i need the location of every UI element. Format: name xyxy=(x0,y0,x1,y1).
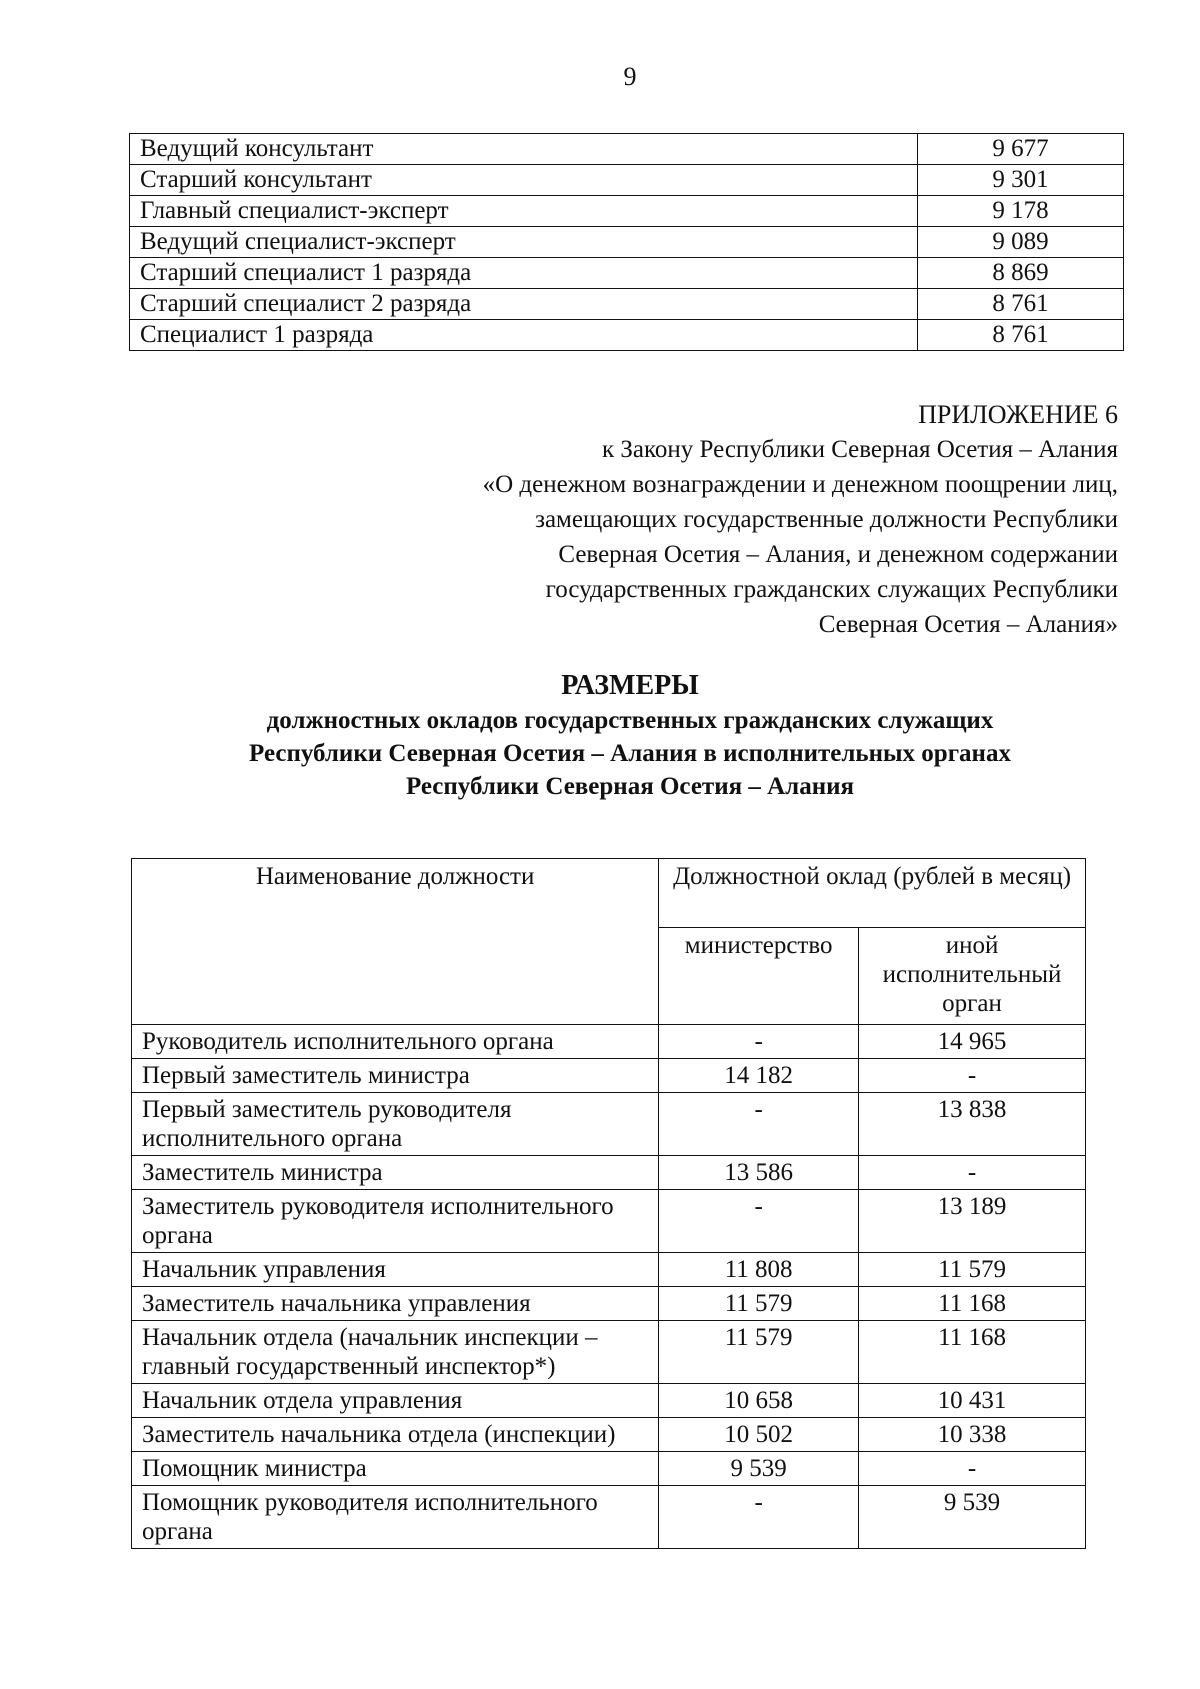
table-row xyxy=(130,289,1124,320)
position-cell: Главный специалист-эксперт xyxy=(130,196,918,227)
salary-table-continued xyxy=(129,133,1124,351)
table-row xyxy=(132,1418,1086,1452)
salary-cell: 9 178 xyxy=(918,196,1124,227)
header-ministry: министерство xyxy=(659,928,859,1025)
position-cell: Заместитель начальника управления xyxy=(132,1287,659,1321)
appendix-line: замещающих государственные должности Республики xyxy=(535,506,1118,533)
appendix-title: ПРИЛОЖЕНИЕ 6 xyxy=(918,400,1118,429)
table-row xyxy=(132,1059,1086,1093)
page-number: 9 xyxy=(623,62,637,91)
table-row xyxy=(132,1025,1086,1059)
position-cell: Начальник отдела (начальник инспекции – главный государственный инспектор*) xyxy=(132,1321,659,1384)
ministry-salary-cell: - xyxy=(659,1486,859,1549)
header-position-name: Наименование должности xyxy=(132,859,659,1025)
ministry-salary-cell: - xyxy=(659,1190,859,1253)
table-row xyxy=(130,165,1124,196)
header-other-body: иной исполнительный орган xyxy=(859,928,1086,1025)
table-row xyxy=(130,196,1124,227)
table-row xyxy=(132,1452,1086,1486)
table-row xyxy=(130,134,1124,165)
table-row xyxy=(132,1321,1086,1384)
other-salary-cell: - xyxy=(859,1059,1086,1093)
position-cell: Старший специалист 1 разряда xyxy=(130,258,918,289)
header-salary: Должностной оклад (рублей в месяц) xyxy=(659,859,1086,928)
other-salary-cell: 11 579 xyxy=(859,1253,1086,1287)
table-row xyxy=(132,1190,1086,1253)
appendix-block xyxy=(483,397,1118,642)
salary-cell: 9 089 xyxy=(918,227,1124,258)
ministry-salary-cell: 9 539 xyxy=(659,1452,859,1486)
table-header-row xyxy=(132,859,1086,928)
table-row xyxy=(130,320,1124,351)
appendix-line: Северная Осетия – Алания» xyxy=(818,611,1118,638)
ministry-salary-cell: 14 182 xyxy=(659,1059,859,1093)
position-cell: Специалист 1 разряда xyxy=(130,320,918,351)
other-salary-cell: 10 338 xyxy=(859,1418,1086,1452)
table-row xyxy=(132,1287,1086,1321)
ministry-salary-cell: 11 579 xyxy=(659,1287,859,1321)
table-row xyxy=(132,1156,1086,1190)
table-row xyxy=(132,1093,1086,1156)
position-cell: Первый заместитель министра xyxy=(132,1059,659,1093)
other-salary-cell: - xyxy=(859,1156,1086,1190)
position-cell: Начальник отдела управления xyxy=(132,1384,659,1418)
other-salary-cell: 13 838 xyxy=(859,1093,1086,1156)
position-cell: Помощник министра xyxy=(132,1452,659,1486)
ministry-salary-cell: - xyxy=(659,1093,859,1156)
ministry-salary-cell: 13 586 xyxy=(659,1156,859,1190)
position-cell: Помощник руководителя исполнительного органа xyxy=(132,1486,659,1549)
ministry-salary-cell: 10 658 xyxy=(659,1384,859,1418)
salary-table-executive-bodies xyxy=(131,858,1086,1549)
heading-line: Республики Северная Осетия – Алания в исполнительных органах xyxy=(249,740,1011,767)
position-cell: Заместитель министра xyxy=(132,1156,659,1190)
table-row xyxy=(130,258,1124,289)
heading-line: должностных окладов государственных гражданских служащих xyxy=(266,707,994,734)
position-cell: Руководитель исполнительного органа xyxy=(132,1025,659,1059)
other-salary-cell: - xyxy=(859,1452,1086,1486)
salary-cell: 8 761 xyxy=(918,320,1124,351)
table-row xyxy=(132,1253,1086,1287)
salary-cell: 9 301 xyxy=(918,165,1124,196)
heading-title: РАЗМЕРЫ xyxy=(561,670,699,701)
ministry-salary-cell: - xyxy=(659,1025,859,1059)
other-salary-cell: 10 431 xyxy=(859,1384,1086,1418)
salary-cell: 8 869 xyxy=(918,258,1124,289)
appendix-line: «О денежном вознаграждении и денежном поощрении лиц, xyxy=(482,471,1118,498)
other-salary-cell: 9 539 xyxy=(859,1486,1086,1549)
position-cell: Заместитель начальника отдела (инспекции) xyxy=(132,1418,659,1452)
position-cell: Старший консультант xyxy=(130,165,918,196)
position-cell: Старший специалист 2 разряда xyxy=(130,289,918,320)
position-cell: Ведущий консультант xyxy=(130,134,918,165)
appendix-line: Северная Осетия – Алания, и денежном содержании xyxy=(558,541,1118,568)
ministry-salary-cell: 11 579 xyxy=(659,1321,859,1384)
other-salary-cell: 14 965 xyxy=(859,1025,1086,1059)
salary-cell: 9 677 xyxy=(918,134,1124,165)
appendix-line: к Закону Республики Северная Осетия – Алания xyxy=(602,436,1118,463)
other-salary-cell: 13 189 xyxy=(859,1190,1086,1253)
heading-line: Республики Северная Осетия – Алания xyxy=(405,773,855,800)
other-salary-cell: 11 168 xyxy=(859,1287,1086,1321)
appendix-line: государственных гражданских служащих Республики xyxy=(545,576,1118,603)
table-row xyxy=(130,227,1124,258)
document-heading xyxy=(0,668,1200,803)
salary-cell: 8 761 xyxy=(918,289,1124,320)
other-salary-cell: 11 168 xyxy=(859,1321,1086,1384)
ministry-salary-cell: 10 502 xyxy=(659,1418,859,1452)
ministry-salary-cell: 11 808 xyxy=(659,1253,859,1287)
position-cell: Ведущий специалист-эксперт xyxy=(130,227,918,258)
table-row xyxy=(132,1384,1086,1418)
position-cell: Первый заместитель руководителя исполнительного органа xyxy=(132,1093,659,1156)
position-cell: Начальник управления xyxy=(132,1253,659,1287)
position-cell: Заместитель руководителя исполнительного органа xyxy=(132,1190,659,1253)
table-row xyxy=(132,1486,1086,1549)
